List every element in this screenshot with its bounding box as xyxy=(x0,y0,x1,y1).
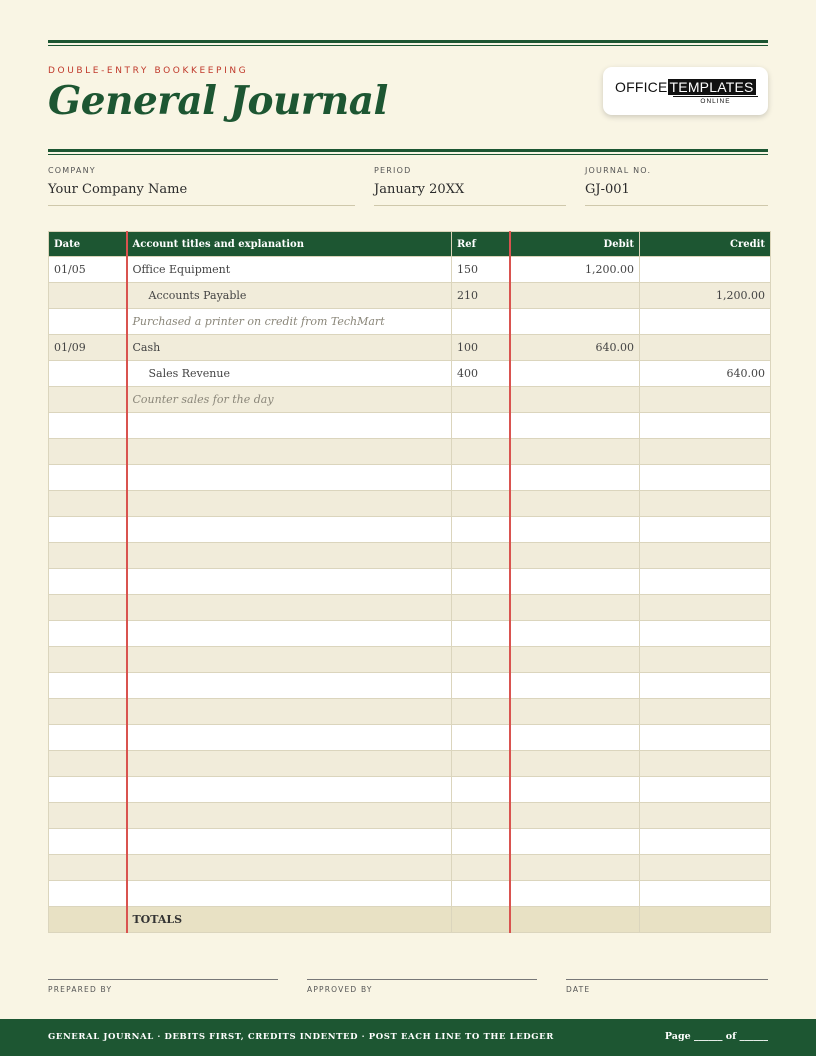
cell-debit[interactable] xyxy=(510,309,640,335)
cell-account[interactable] xyxy=(127,439,452,465)
cell-date[interactable] xyxy=(49,517,127,543)
cell-debit[interactable]: 1,200.00 xyxy=(510,257,640,283)
cell-date[interactable] xyxy=(49,309,127,335)
journal-no-field xyxy=(585,166,768,206)
cell-ref[interactable] xyxy=(452,309,510,335)
cell-debit[interactable] xyxy=(510,413,640,439)
table-row xyxy=(49,465,771,491)
table-row xyxy=(49,335,771,361)
cell-account[interactable] xyxy=(127,517,452,543)
cell-credit[interactable] xyxy=(640,803,771,829)
table-row xyxy=(49,387,771,413)
cell-ref[interactable] xyxy=(452,491,510,517)
cell-date[interactable] xyxy=(49,673,127,699)
cell-debit[interactable] xyxy=(510,699,640,725)
journal-header-row xyxy=(49,232,771,257)
cell-account[interactable] xyxy=(127,855,452,881)
cell-credit[interactable] xyxy=(640,439,771,465)
logo-wordmark xyxy=(615,79,756,95)
cell-date[interactable] xyxy=(49,387,127,413)
cell-credit[interactable] xyxy=(640,569,771,595)
cell-date[interactable] xyxy=(49,725,127,751)
total-debit[interactable] xyxy=(510,907,640,933)
logo-word-office: OFFICE xyxy=(615,79,668,95)
cell-date[interactable] xyxy=(49,595,127,621)
table-row xyxy=(49,491,771,517)
cell-credit[interactable] xyxy=(640,465,771,491)
total-credit[interactable] xyxy=(640,907,771,933)
cell-date[interactable] xyxy=(49,413,127,439)
cell-date[interactable] xyxy=(49,439,127,465)
logo-subtitle: ONLINE xyxy=(673,96,758,105)
footer-bar xyxy=(0,1019,816,1056)
cell-credit[interactable] xyxy=(640,647,771,673)
table-row xyxy=(49,595,771,621)
cell-debit[interactable] xyxy=(510,595,640,621)
cell-account[interactable] xyxy=(127,881,452,907)
table-row xyxy=(49,673,771,699)
table-row xyxy=(49,309,771,335)
cell-debit[interactable] xyxy=(510,725,640,751)
cell-debit[interactable] xyxy=(510,855,640,881)
cell-credit[interactable] xyxy=(640,673,771,699)
cell-account[interactable] xyxy=(127,647,452,673)
cell-date[interactable]: 01/09 xyxy=(49,335,127,361)
cell-account[interactable] xyxy=(127,543,452,569)
prepared-by-line[interactable]: PREPARED BY xyxy=(48,979,278,994)
cell-account[interactable]: Accounts Payable xyxy=(127,283,452,309)
table-row xyxy=(49,257,771,283)
cell-date[interactable] xyxy=(49,543,127,569)
cell-debit[interactable] xyxy=(510,569,640,595)
table-row xyxy=(49,621,771,647)
cell-date[interactable] xyxy=(49,283,127,309)
cell-credit[interactable] xyxy=(640,881,771,907)
top-rule xyxy=(48,40,768,46)
cell-account[interactable] xyxy=(127,413,452,439)
cell-credit[interactable] xyxy=(640,855,771,881)
totals-date-cell xyxy=(49,907,127,933)
cell-ref[interactable] xyxy=(452,699,510,725)
cell-credit[interactable] xyxy=(640,751,771,777)
cell-ref[interactable] xyxy=(452,647,510,673)
cell-account[interactable]: Counter sales for the day xyxy=(127,387,452,413)
footer-note: GENERAL JOURNAL · DEBITS FIRST, CREDITS INDENTED · POST EACH LINE TO THE LEDGER xyxy=(48,1032,554,1042)
table-row xyxy=(49,361,771,387)
cell-ref[interactable] xyxy=(452,725,510,751)
table-row xyxy=(49,413,771,439)
cell-account[interactable] xyxy=(127,803,452,829)
cell-date[interactable] xyxy=(49,751,127,777)
cell-ref[interactable] xyxy=(452,829,510,855)
cell-ref[interactable] xyxy=(452,543,510,569)
header-ref: Ref xyxy=(452,232,510,257)
cell-debit[interactable] xyxy=(510,517,640,543)
cell-debit[interactable] xyxy=(510,283,640,309)
cell-credit[interactable] xyxy=(640,309,771,335)
cell-credit[interactable] xyxy=(640,335,771,361)
cell-account[interactable]: Office Equipment xyxy=(127,257,452,283)
table-row xyxy=(49,803,771,829)
cell-account[interactable] xyxy=(127,595,452,621)
table-row xyxy=(49,439,771,465)
cell-account[interactable] xyxy=(127,829,452,855)
cell-credit[interactable] xyxy=(640,257,771,283)
totals-row xyxy=(49,907,771,933)
cell-debit[interactable]: 640.00 xyxy=(510,335,640,361)
table-row xyxy=(49,283,771,309)
cell-account[interactable]: Cash xyxy=(127,335,452,361)
cell-credit[interactable] xyxy=(640,777,771,803)
cell-account[interactable] xyxy=(127,465,452,491)
cell-debit[interactable] xyxy=(510,673,640,699)
kicker-text: DOUBLE-ENTRY BOOKKEEPING xyxy=(48,66,249,76)
cell-ref[interactable] xyxy=(452,673,510,699)
cell-account[interactable] xyxy=(127,491,452,517)
table-row xyxy=(49,569,771,595)
cell-date[interactable] xyxy=(49,829,127,855)
cell-account[interactable]: Sales Revenue xyxy=(127,361,452,387)
company-label: COMPANY xyxy=(48,166,96,175)
table-row xyxy=(49,647,771,673)
cell-credit[interactable] xyxy=(640,413,771,439)
cell-debit[interactable] xyxy=(510,647,640,673)
table-row xyxy=(49,543,771,569)
table-row xyxy=(49,751,771,777)
journal-table xyxy=(48,231,771,933)
cell-ref[interactable]: 210 xyxy=(452,283,510,309)
cell-account[interactable] xyxy=(127,751,452,777)
cell-date[interactable] xyxy=(49,491,127,517)
cell-ref[interactable] xyxy=(452,439,510,465)
cell-ref[interactable] xyxy=(452,803,510,829)
cell-debit[interactable] xyxy=(510,881,640,907)
table-row xyxy=(49,829,771,855)
cell-credit[interactable] xyxy=(640,595,771,621)
table-row xyxy=(49,725,771,751)
logo-word-templates: TEMPLATES xyxy=(669,79,754,95)
cell-ref[interactable] xyxy=(452,595,510,621)
cell-debit[interactable] xyxy=(510,387,640,413)
cell-credit[interactable] xyxy=(640,829,771,855)
approved-by-line[interactable]: APPROVED BY xyxy=(307,979,537,994)
journal-no-value[interactable]: GJ-001 xyxy=(585,182,768,206)
cell-account[interactable] xyxy=(127,725,452,751)
cell-date[interactable] xyxy=(49,777,127,803)
cell-account[interactable] xyxy=(127,699,452,725)
cell-debit[interactable] xyxy=(510,777,640,803)
journal-no-label: JOURNAL NO. xyxy=(585,166,652,175)
cell-ref[interactable] xyxy=(452,751,510,777)
cell-account[interactable] xyxy=(127,673,452,699)
cell-date[interactable] xyxy=(49,881,127,907)
cell-ref[interactable]: 400 xyxy=(452,361,510,387)
cell-debit[interactable] xyxy=(510,491,640,517)
brand-logo xyxy=(603,67,768,115)
cell-ref[interactable] xyxy=(452,413,510,439)
cell-date[interactable] xyxy=(49,569,127,595)
cell-credit[interactable] xyxy=(640,725,771,751)
cell-credit[interactable] xyxy=(640,387,771,413)
header-date: Date xyxy=(49,232,127,257)
header-credit: Credit xyxy=(640,232,771,257)
company-field xyxy=(48,166,355,206)
header-rule xyxy=(48,149,768,155)
cell-ref[interactable] xyxy=(452,387,510,413)
cell-credit[interactable] xyxy=(640,491,771,517)
cell-ref[interactable] xyxy=(452,569,510,595)
header-debit: Debit xyxy=(510,232,640,257)
table-row xyxy=(49,855,771,881)
date-signature-line[interactable]: DATE xyxy=(566,979,768,994)
cell-date[interactable] xyxy=(49,361,127,387)
cell-account[interactable]: Purchased a printer on credit from TechMart xyxy=(127,309,452,335)
cell-debit[interactable] xyxy=(510,621,640,647)
table-row xyxy=(49,777,771,803)
cell-debit[interactable] xyxy=(510,361,640,387)
cell-date[interactable] xyxy=(49,699,127,725)
table-row xyxy=(49,517,771,543)
cell-ref[interactable] xyxy=(452,777,510,803)
cell-ref[interactable] xyxy=(452,465,510,491)
cell-ref[interactable]: 100 xyxy=(452,335,510,361)
cell-credit[interactable]: 640.00 xyxy=(640,361,771,387)
page-title: General Journal xyxy=(48,78,388,124)
cell-debit[interactable] xyxy=(510,751,640,777)
cell-date[interactable] xyxy=(49,647,127,673)
cell-account[interactable] xyxy=(127,777,452,803)
cell-account[interactable] xyxy=(127,621,452,647)
cell-debit[interactable] xyxy=(510,543,640,569)
cell-credit[interactable]: 1,200.00 xyxy=(640,283,771,309)
cell-debit[interactable] xyxy=(510,803,640,829)
cell-ref[interactable] xyxy=(452,517,510,543)
footer-page-number: Page ______ of ______ xyxy=(664,1031,768,1042)
cell-date[interactable]: 01/05 xyxy=(49,257,127,283)
cell-date[interactable] xyxy=(49,855,127,881)
cell-credit[interactable] xyxy=(640,621,771,647)
totals-ref-cell xyxy=(452,907,510,933)
cell-debit[interactable] xyxy=(510,465,640,491)
period-field xyxy=(374,166,566,206)
cell-ref[interactable] xyxy=(452,881,510,907)
cell-ref[interactable]: 150 xyxy=(452,257,510,283)
company-value[interactable]: Your Company Name xyxy=(48,182,355,206)
cell-debit[interactable] xyxy=(510,439,640,465)
header-account: Account titles and explanation xyxy=(127,232,452,257)
cell-credit[interactable] xyxy=(640,699,771,725)
cell-ref[interactable] xyxy=(452,855,510,881)
cell-debit[interactable] xyxy=(510,829,640,855)
cell-account[interactable] xyxy=(127,569,452,595)
cell-credit[interactable] xyxy=(640,517,771,543)
table-row xyxy=(49,881,771,907)
totals-label: TOTALS xyxy=(127,907,452,933)
cell-date[interactable] xyxy=(49,803,127,829)
cell-date[interactable] xyxy=(49,465,127,491)
cell-credit[interactable] xyxy=(640,543,771,569)
period-label: PERIOD xyxy=(374,166,412,175)
cell-date[interactable] xyxy=(49,621,127,647)
period-value[interactable]: January 20XX xyxy=(374,182,566,206)
table-row xyxy=(49,699,771,725)
cell-ref[interactable] xyxy=(452,621,510,647)
